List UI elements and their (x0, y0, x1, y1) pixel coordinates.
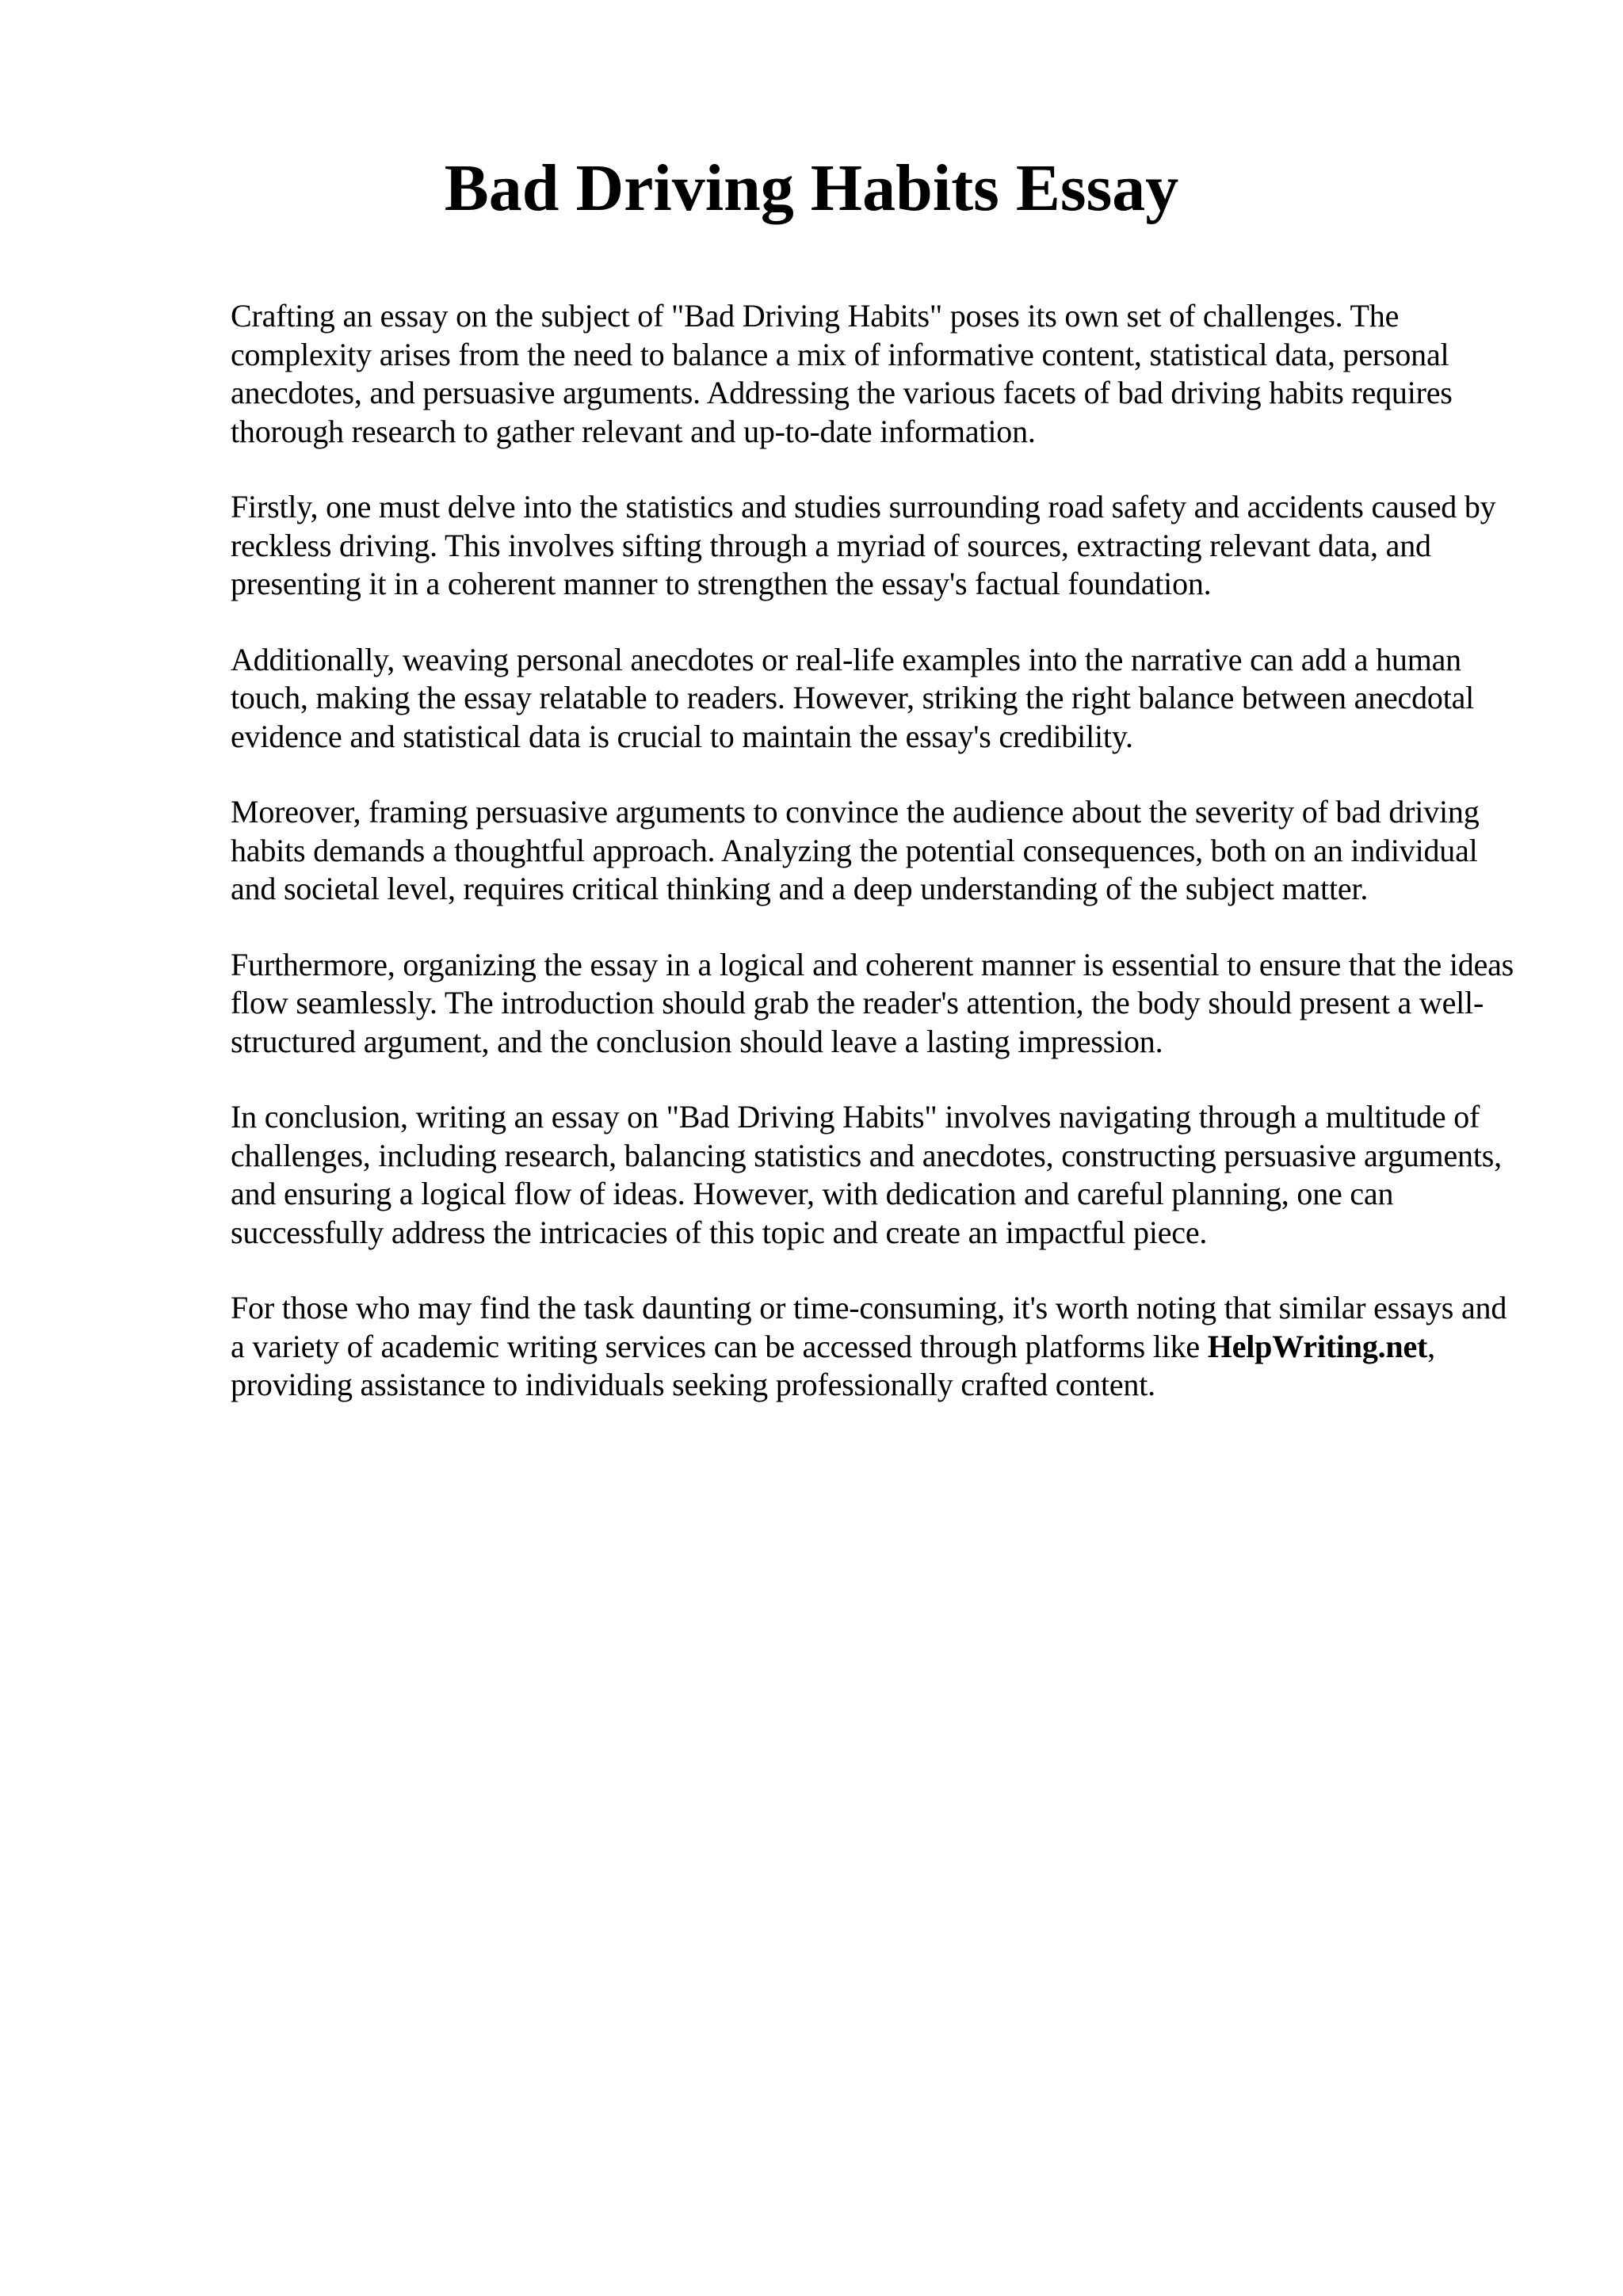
paragraph-intro: Crafting an essay on the subject of "Bad Driving Habits" poses its own set of challenges. The complexity arises from the need to balance a mix of informative content, statistical data, personal anecdotes, and persuasive arguments. Addressing the various facets of bad driving habits requires thorough research to gather relevant and up-to-date information. (231, 298, 1453, 449)
paragraph-arguments: Moreover, framing persuasive arguments to convince the audience about the severity of bad driving habits demands a thoughtful approach. Analyzing the potential consequences, both on an individual and societal level, requires critical thinking and a deep understanding of the subject matter. (231, 794, 1480, 906)
paragraph-anecdotes: Additionally, weaving personal anecdotes or real-life examples into the narrative can add a human touch, making the essay relatable to readers. However, striking the right balance between anecdotal evidence and statistical data is crucial to maintain the essay's credibility. (231, 641, 1475, 754)
document-title: Bad Driving Habits Essay (444, 151, 1179, 225)
paragraph-organization: Furthermore, organizing the essay in a logical and coherent manner is essential to ensure that the ideas flow seamlessly. The introduction should grab the reader's attention, the body should present a well-structured argument, and the conclusion should leave a lasting impression. (231, 946, 1514, 1059)
helpwriting-link[interactable]: HelpWriting.net (1207, 1328, 1428, 1364)
closing-text-after: , providing assistance to individuals seeking professionally crafted content. (231, 1328, 1435, 1402)
paragraph-closing (231, 1289, 1514, 1405)
closing-text-before: For those who may find the task daunting or time-consuming, it's worth noting that similar essays and a variety of academic writing services can be accessed through platforms like (231, 1290, 1507, 1364)
paragraph-statistics: Firstly, one must delve into the statistics and studies surrounding road safety and accidents caused by reckless driving. This involves sifting through a myriad of sources, extracting relevant data, and presenting it in a coherent manner to strengthen the essay's factual foundation. (231, 489, 1496, 601)
paragraph-conclusion: In conclusion, writing an essay on "Bad Driving Habits" involves navigating through a multitude of challenges, including research, balancing statistics and anecdotes, constructing persuasive arguments, and ensuring a logical flow of ideas. However, with dedication and careful planning, one can successfully address the intricacies of this topic and create an impactful piece. (231, 1099, 1502, 1250)
essay-body (231, 297, 1514, 1442)
